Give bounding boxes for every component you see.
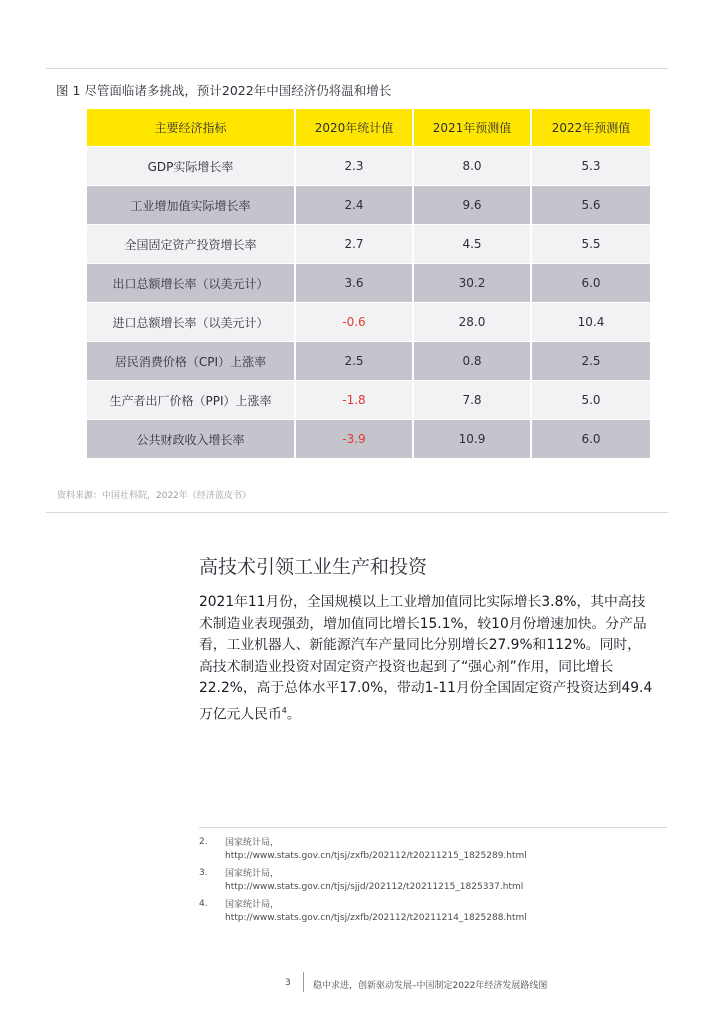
value-2022-cell: 2.5	[531, 342, 650, 381]
table-row	[87, 381, 650, 420]
header-2021: 2021年预测值	[413, 109, 531, 147]
table-row	[87, 186, 650, 225]
footnote-url[interactable]: http://www.stats.gov.cn/tjsj/sjjd/202112/t20211215_1825337.html	[225, 882, 524, 892]
footer-divider	[303, 972, 304, 992]
value-2022-cell: 10.4	[531, 303, 650, 342]
value-2020-cell: 2.5	[295, 342, 413, 381]
table-row	[87, 303, 650, 342]
table-row	[87, 420, 650, 459]
value-2022-cell: 5.6	[531, 186, 650, 225]
value-2020-cell: -1.8	[295, 381, 413, 420]
body-paragraph	[199, 592, 654, 726]
page-number: 3	[285, 978, 291, 988]
footer-title: 稳中求进，创新驱动发展–中国制定2022年经济发展路线图	[313, 981, 548, 991]
indicator-cell: 居民消费价格（CPI）上涨率	[87, 342, 295, 381]
value-2020-cell: -3.9	[295, 420, 413, 459]
footnote-source: 国家统计局，	[225, 838, 280, 848]
value-2020-cell: 2.4	[295, 186, 413, 225]
footnote-item	[199, 868, 659, 894]
footnote-item	[199, 837, 659, 863]
value-2021-cell: 28.0	[413, 303, 531, 342]
body-text: 2021年11月份，全国规模以上工业增加值同比实际增长3.8%，其中高技术制造业表现强劲，增加值同比增长15.1%，较10月份增速加快。分产品看，工业机器人、新能源汽车产量同比分别增长27.9%和112%。同时，高技术制造业投资对固定资产投资也起到了“强心剂”作用，同比增长22.2%，高于总体水平17.0%，带动1-11月份全国固定资产投资达到49.4万亿元人民币	[199, 594, 653, 723]
footnote-url[interactable]: http://www.stats.gov.cn/tjsj/zxfb/202112/t20211215_1825289.html	[225, 851, 527, 861]
footnotes	[199, 837, 659, 930]
indicator-cell: 工业增加值实际增长率	[87, 186, 295, 225]
section-title: 高技术引领工业生产和投资	[199, 556, 428, 578]
footnote-source: 国家统计局，	[225, 869, 280, 879]
footnote-number: 4.	[199, 899, 208, 909]
mid-rule	[46, 512, 668, 513]
top-rule	[46, 68, 668, 69]
footnote-item	[199, 899, 659, 925]
notes-rule	[199, 827, 667, 828]
indicator-cell: 公共财政收入增长率	[87, 420, 295, 459]
table-row	[87, 225, 650, 264]
header-2020: 2020年统计值	[295, 109, 413, 147]
table-row	[87, 264, 650, 303]
value-2022-cell: 6.0	[531, 420, 650, 459]
economic-indicators-table	[87, 109, 650, 459]
indicator-cell: 出口总额增长率（以美元计）	[87, 264, 295, 303]
header-indicator: 主要经济指标	[87, 109, 295, 147]
value-2021-cell: 8.0	[413, 147, 531, 186]
value-2021-cell: 4.5	[413, 225, 531, 264]
source-note: 资料来源：中国社科院，2022年《经济蓝皮书》	[57, 491, 251, 501]
table-header-row	[87, 109, 650, 147]
value-2020-cell: 2.7	[295, 225, 413, 264]
value-2021-cell: 10.9	[413, 420, 531, 459]
value-2021-cell: 30.2	[413, 264, 531, 303]
value-2020-cell: 2.3	[295, 147, 413, 186]
value-2020-cell: 3.6	[295, 264, 413, 303]
indicator-cell: 全国固定资产投资增长率	[87, 225, 295, 264]
indicator-cell: GDP实际增长率	[87, 147, 295, 186]
footnote-number: 3.	[199, 868, 208, 878]
value-2021-cell: 9.6	[413, 186, 531, 225]
indicator-cell: 生产者出厂价格（PPI）上涨率	[87, 381, 295, 420]
value-2020-cell: -0.6	[295, 303, 413, 342]
footnote-ref: 4	[281, 705, 287, 715]
indicator-cell: 进口总额增长率（以美元计）	[87, 303, 295, 342]
table-row	[87, 342, 650, 381]
footnote-url[interactable]: http://www.stats.gov.cn/tjsj/zxfb/202112/t20211214_1825288.html	[225, 913, 527, 923]
body-end: 。	[286, 706, 301, 723]
value-2021-cell: 7.8	[413, 381, 531, 420]
table-row	[87, 147, 650, 186]
value-2021-cell: 0.8	[413, 342, 531, 381]
value-2022-cell: 5.5	[531, 225, 650, 264]
header-2022: 2022年预测值	[531, 109, 650, 147]
footnote-source: 国家统计局，	[225, 900, 280, 910]
value-2022-cell: 5.3	[531, 147, 650, 186]
value-2022-cell: 5.0	[531, 381, 650, 420]
value-2022-cell: 6.0	[531, 264, 650, 303]
footnote-number: 2.	[199, 837, 208, 847]
figure-title: 图 1 尽管面临诸多挑战，预计2022年中国经济仍将温和增长	[56, 83, 392, 98]
